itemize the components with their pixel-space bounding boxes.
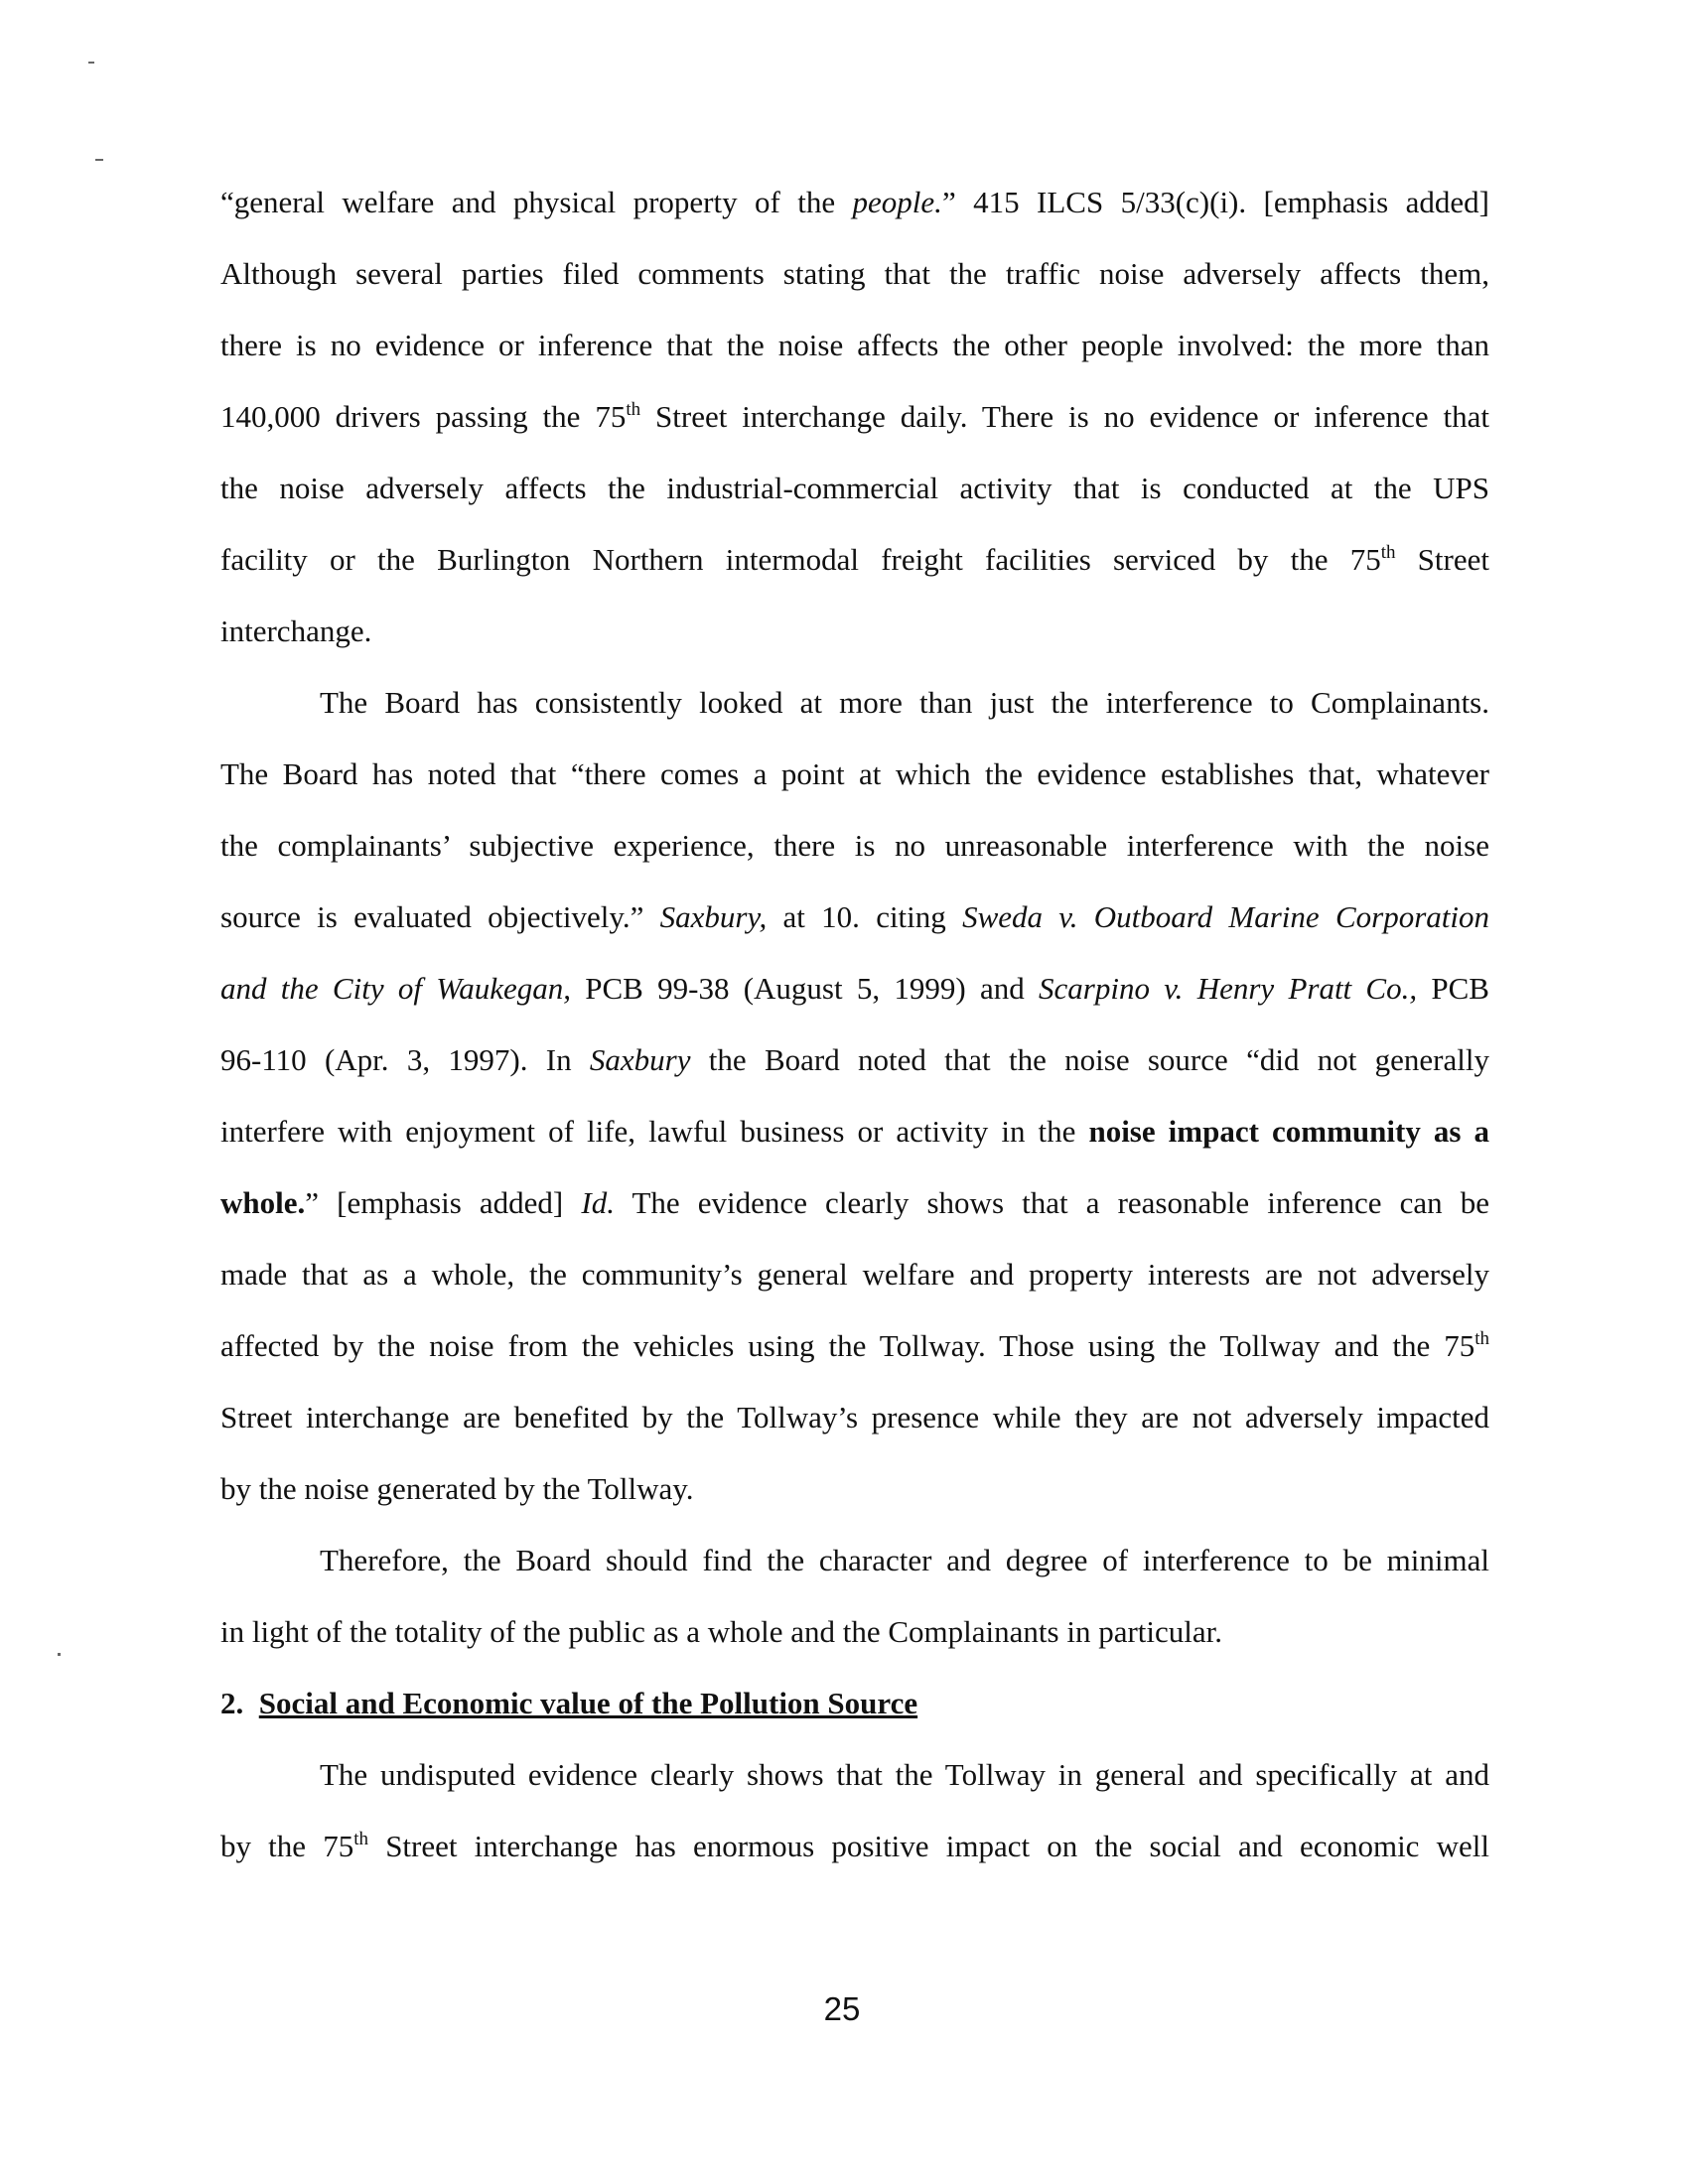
body-line: there is no evidence or inference that the noise affects the other people involved: the more than: [220, 328, 1489, 362]
body-line: The undisputed evidence clearly shows that the Tollway in general and specifically at and: [320, 1757, 1489, 1792]
section-title: Social and Economic value of the Pollution Source: [258, 1686, 918, 1720]
body-line: The Board has consistently looked at more than just the interference to Complainants.: [320, 685, 1489, 720]
scan-speck: [88, 62, 94, 64]
body-line: “general welfare and physical property of the people.” 415 ILCS 5/33(c)(i). [emphasis added]: [220, 185, 1489, 219]
body-line: Street interchange are benefited by the Tollway’s presence while they are not adversely impacted: [220, 1400, 1489, 1434]
body-line: Therefore, the Board should find the character and degree of interference to be minimal: [320, 1543, 1489, 1577]
body-line: source is evaluated objectively.” Saxbury, at 10. citing Sweda v. Outboard Marine Corporation: [220, 899, 1489, 934]
section-number: 2.: [220, 1686, 244, 1720]
page-number: 25: [823, 1990, 861, 2027]
scan-speck: [58, 1653, 61, 1656]
body-line: interchange.: [220, 614, 372, 648]
scan-speck: [95, 159, 103, 161]
body-line: The Board has noted that “there comes a point at which the evidence establishes that, whatever: [220, 756, 1489, 791]
body-line: 140,000 drivers passing the 75th Street interchange daily. There is no evidence or inference that: [220, 399, 1489, 434]
body-line: affected by the noise from the vehicles using the Tollway. Those using the Tollway and the 75th: [220, 1328, 1489, 1363]
body-line: whole.” [emphasis added] Id. The evidence clearly shows that a reasonable inference can be: [220, 1185, 1490, 1220]
body-line: by the 75th Street interchange has enormous positive impact on the social and economic well: [220, 1829, 1489, 1863]
body-line: the noise adversely affects the industrial-commercial activity that is conducted at the UPS: [220, 471, 1489, 505]
body-line: interfere with enjoyment of life, lawful business or activity in the noise impact community as a: [220, 1114, 1489, 1149]
body-line: and the City of Waukegan, PCB 99-38 (August 5, 1999) and Scarpino v. Henry Pratt Co., PCB: [220, 971, 1489, 1006]
section-heading: [220, 1684, 917, 1723]
body-line: the complainants’ subjective experience, there is no unreasonable interference with the noise: [220, 828, 1489, 863]
body-line: by the noise generated by the Tollway.: [220, 1471, 694, 1506]
body-line: 96-110 (Apr. 3, 1997). In Saxbury the Board noted that the noise source “did not generally: [220, 1042, 1489, 1077]
body-line: in light of the totality of the public as a whole and the Complainants in particular.: [220, 1614, 1222, 1649]
body-line: facility or the Burlington Northern intermodal freight facilities serviced by the 75th Street: [220, 542, 1489, 577]
body-line: made that as a whole, the community’s general welfare and property interests are not adversely: [220, 1257, 1489, 1292]
body-line: Although several parties filed comments stating that the traffic noise adversely affects them,: [220, 256, 1489, 291]
